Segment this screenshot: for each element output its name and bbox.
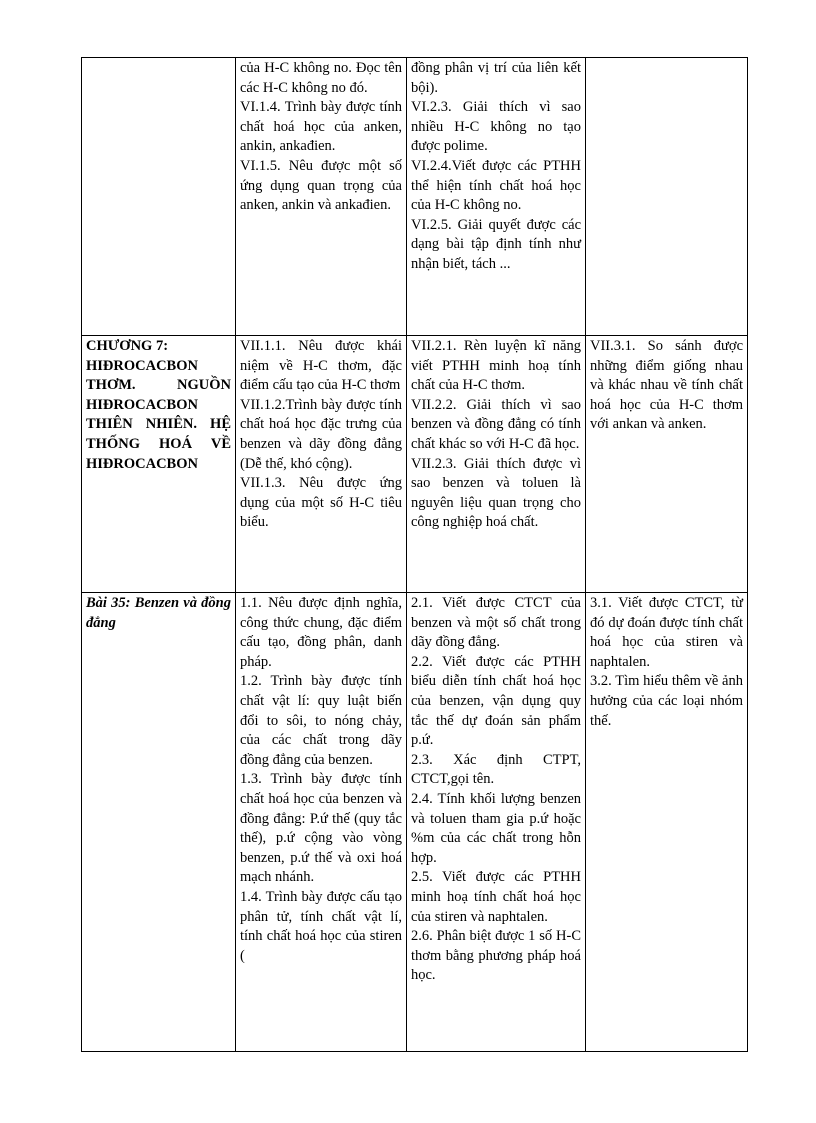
list-item: VI.1.5. Nêu được một số ứng dụng quan trọng của anken, ankin và ankađien.	[240, 157, 402, 214]
list-item: 2.6. Phân biệt được 1 số H-C thơm bằng phương pháp hoá học.	[411, 928, 581, 984]
objectives-table	[81, 57, 748, 1052]
chapter-heading-cell	[82, 336, 236, 593]
table-row	[82, 336, 748, 593]
list-item: của H-C không no. Đọc tên các H-C không no đó.	[240, 60, 402, 96]
list-item: 1.4. Trình bày được cấu tạo phân tử, tính chất vật lí, tính chất hoá học của stiren (	[240, 888, 402, 964]
list-item: VI.1.4. Trình bày được tính chất hoá học của anken, ankin, ankađien.	[240, 99, 402, 155]
list-item: 1.2. Trình bày được tính chất vật lí: quy luật biến đổi to sôi, to nóng chảy, của các chất trong dãy đồng đẳng của benzen.	[240, 673, 402, 768]
list-item: đồng phân vị trí của liên kết bội).	[411, 60, 581, 96]
list-item: 2.1. Viết được CTCT của benzen và một số chất trong dãy đồng đẳng.	[411, 595, 581, 651]
skills-cell	[407, 593, 586, 1052]
application-cell	[586, 336, 748, 593]
list-item: VII.2.1. Rèn luyện kĩ năng viết PTHH minh hoạ tính chất của H-C thơm.	[411, 338, 581, 394]
knowledge-cell	[236, 58, 407, 336]
lesson-heading-cell	[82, 593, 236, 1052]
list-item: 1.1. Nêu được định nghĩa, công thức chung, đặc điểm cấu tạo, đồng phân, danh pháp.	[240, 595, 402, 670]
skills-cell	[407, 58, 586, 336]
list-item: VII.3.1. So sánh được những điểm giống nhau và khác nhau về tính chất hoá học của H-C thơm với ankan và anken.	[590, 338, 743, 433]
list-item: VII.2.2. Giải thích vì sao benzen và đồng đẳng có tính chất khác so với H-C đã học.	[411, 396, 581, 452]
knowledge-cell	[236, 593, 407, 1052]
list-item: 2.4. Tính khối lượng benzen và toluen tham gia p.ứ hoặc %m của các chất trong hỗn hợp.	[411, 790, 581, 866]
list-item: 2.3. Xác định CTPT, CTCT,gọi tên.	[411, 751, 581, 788]
chapter-title: HIĐROCACBON THƠM. NGUỒN HIĐROCACBON THIÊN NHIÊN. HỆ THỐNG HOÁ VỀ HIĐROCACBON	[86, 357, 231, 472]
application-cell	[586, 593, 748, 1052]
list-item: VII.1.1. Nêu được khái niệm về H-C thơm, đặc điểm cấu tạo của H-C thơm	[240, 338, 402, 394]
list-item: VI.2.5. Giải quyết được các dạng bài tập định tính như nhận biết, tách ...	[411, 216, 581, 272]
list-item: VII.1.3. Nêu được ứng dụng của một số H-C tiêu biểu.	[240, 475, 402, 531]
list-item: VI.2.3. Giải thích vì sao nhiều H-C không no tạo được polime.	[411, 99, 581, 155]
list-item: 2.2. Viết được các PTHH biểu diễn tính chất hoá học của benzen, vận dụng quy tắc thế dự đoán sản phẩm p.ứ.	[411, 653, 581, 749]
list-item: VII.1.2.Trình bày được tính chất hoá học đặc trưng của benzen và dãy đồng đẳng (Dễ thế, khó cộng).	[240, 396, 402, 472]
table-row	[82, 593, 748, 1052]
list-item: 2.5. Viết được các PTHH minh hoạ tính chất hoá học của stiren và naphtalen.	[411, 869, 581, 925]
table-row	[82, 58, 748, 336]
list-item: VI.2.4.Viết được các PTHH thể hiện tính chất hoá học của H-C không no.	[411, 157, 581, 214]
list-item: 1.3. Trình bày được tính chất hoá học của benzen và đồng đẳng: P.ứ thế (quy tắc thế), p.ứ cộng vào vòng benzen, p.ứ thế và oxi hoá mạch nhánh.	[240, 771, 402, 886]
list-item: 3.2. Tìm hiểu thêm về ảnh hưởng của các loại nhóm thế.	[590, 673, 743, 729]
list-item: VII.2.3. Giải thích được vì sao benzen và toluen là nguyên liệu quan trọng cho công nghiệp hoá chất.	[411, 455, 581, 531]
skills-cell	[407, 336, 586, 593]
application-cell	[586, 58, 748, 336]
list-item: 3.1. Viết được CTCT, từ đó dự đoán được tính chất hoá học của stiren và naphtalen.	[590, 595, 743, 670]
chapter-cell	[82, 58, 236, 336]
lesson-title: Bài 35: Benzen và đồng đẳng	[86, 595, 231, 631]
chapter-number: CHƯƠNG 7:	[86, 338, 169, 354]
knowledge-cell	[236, 336, 407, 593]
